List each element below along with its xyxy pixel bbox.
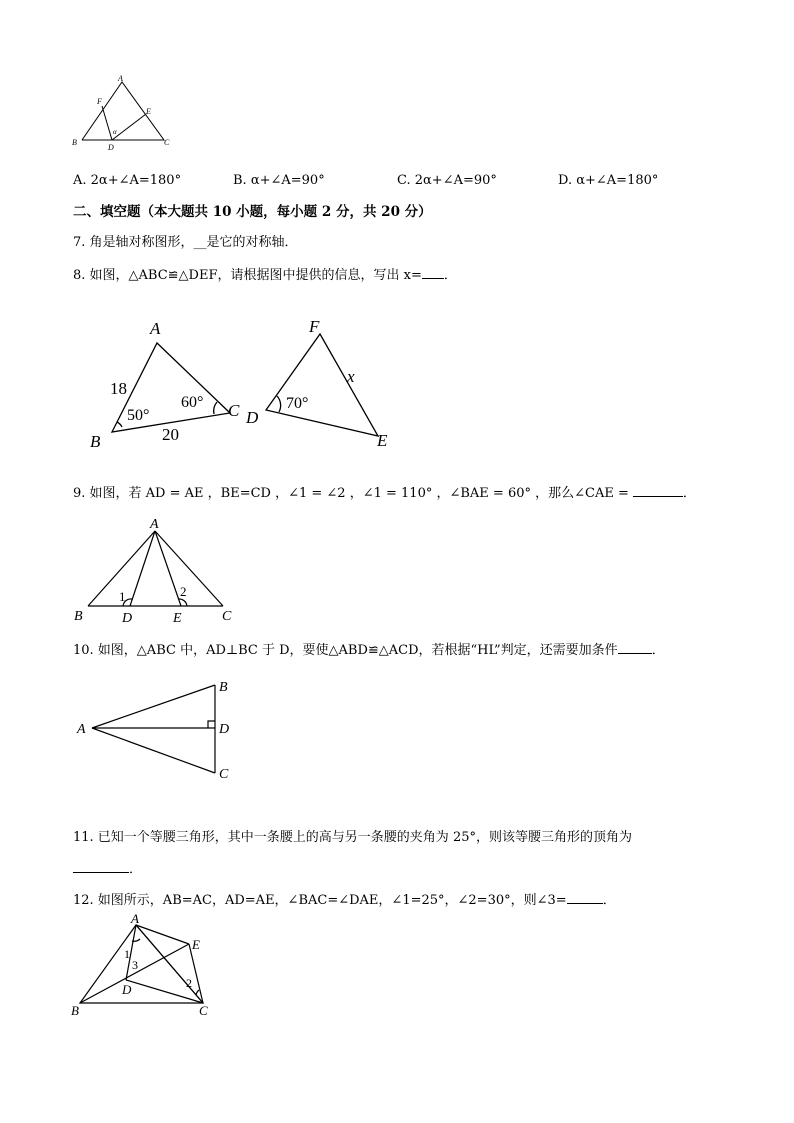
q8-angle-c: 60° <box>181 394 204 411</box>
q6-label-b: B <box>72 138 77 147</box>
q6-option-c: C. 2α+∠A=90° <box>397 173 497 188</box>
q8-label-d: D <box>246 408 259 427</box>
q8-side-bc: 20 <box>162 425 179 444</box>
q10-label-a: A <box>77 722 86 737</box>
q10-answer-blank[interactable] <box>618 641 652 654</box>
q12-text-before: 12. 如图所示，AB=AC，AD=AE，∠BAC=∠DAE，∠1=25°，∠2=30°，则∠3= <box>73 893 567 908</box>
q8-label-f: F <box>309 317 320 336</box>
q9-angle-1: 1 <box>119 589 126 604</box>
q11-line1: 11. 已知一个等腰三角形，其中一条腰上的高与另一条腰的夹角为 25°，则该等腰三角形的顶角为 <box>73 830 632 845</box>
q6-label-e: E <box>146 107 151 116</box>
q8-figure <box>80 310 410 460</box>
q6-label-c: C <box>164 138 170 147</box>
q12-text-after: ． <box>602 893 616 908</box>
q10-label-d: D <box>219 722 230 737</box>
q12-label-c: C <box>199 1003 208 1018</box>
q11-line2 <box>73 860 142 879</box>
q8-label-b: B <box>90 432 101 451</box>
q8-text-after: ． <box>443 268 457 283</box>
q8-label-c: C <box>228 401 240 420</box>
q12-angle-2: 2 <box>186 976 192 990</box>
q6-label-d: D <box>108 143 114 152</box>
q8-angle-d: 70° <box>286 395 309 412</box>
q8-angle-b: 50° <box>127 407 150 424</box>
q10-label-b: B <box>219 680 228 695</box>
q8-text <box>73 266 457 285</box>
q9-label-b: B <box>74 609 83 624</box>
q6-label-a: A <box>118 74 123 83</box>
q9-angle-2: 2 <box>180 584 187 599</box>
q11-text-after: ． <box>129 862 143 877</box>
q12-angle-3: 3 <box>132 958 138 972</box>
q12-label-b: B <box>71 1003 79 1018</box>
q6-option-d: D. α+∠A=180° <box>558 173 659 188</box>
q12-label-a: A <box>131 911 139 926</box>
q9-answer-blank[interactable] <box>633 484 683 497</box>
q10-text-after: ． <box>651 643 665 658</box>
q8-label-e: E <box>377 431 388 450</box>
q6-option-b: B. α+∠A=90° <box>233 173 325 188</box>
q8-answer-blank[interactable] <box>422 266 444 279</box>
q6-label-f: F <box>97 97 102 106</box>
q11-answer-blank[interactable] <box>73 860 129 873</box>
q12-label-d: D <box>122 982 132 997</box>
q12-answer-blank[interactable] <box>567 891 603 904</box>
q12-figure <box>68 912 228 1022</box>
q7-text: 7. 角是轴对称图形，__是它的对称轴． <box>73 235 298 250</box>
q10-text <box>73 641 665 660</box>
q6-label-alpha: α <box>113 128 117 136</box>
q10-label-c: C <box>219 767 229 782</box>
q6-option-a: A. 2α+∠A=180° <box>73 173 182 188</box>
q12-label-e: E <box>192 937 200 952</box>
q9-label-d: D <box>122 611 133 626</box>
q12-text <box>73 891 616 910</box>
q8-side-x: x <box>347 367 355 386</box>
q8-text-before: 8. 如图，△ABC≌△DEF，请根据图中提供的信息，写出 x= <box>73 268 422 283</box>
q8-label-a: A <box>150 319 161 338</box>
q12-angle-1: 1 <box>124 947 130 961</box>
q6-figure <box>70 72 180 154</box>
q9-figure <box>70 515 245 625</box>
q9-text-before: 9. 如图，若 AD = AE ，BE=CD ，∠1 = ∠2 ，∠1 = 110° ，∠BAE = 60° ，那么∠CAE = <box>73 486 629 501</box>
q10-figure <box>75 675 245 785</box>
q9-label-e: E <box>173 611 182 626</box>
q10-text-before: 10. 如图，△ABC 中，AD⊥BC 于 D，要使△ABD≌△ACD，若根据“HL”判定，还需要加条件 <box>73 643 618 658</box>
q9-label-a: A <box>150 517 159 532</box>
q8-side-ab: 18 <box>110 379 127 398</box>
q9-text-after: ． <box>682 486 696 501</box>
q9-label-c: C <box>222 609 232 624</box>
q9-text <box>73 484 696 503</box>
section-heading: 二、填空题（本大题共 10 小题，每小题 2 分，共 20 分） <box>73 204 432 220</box>
